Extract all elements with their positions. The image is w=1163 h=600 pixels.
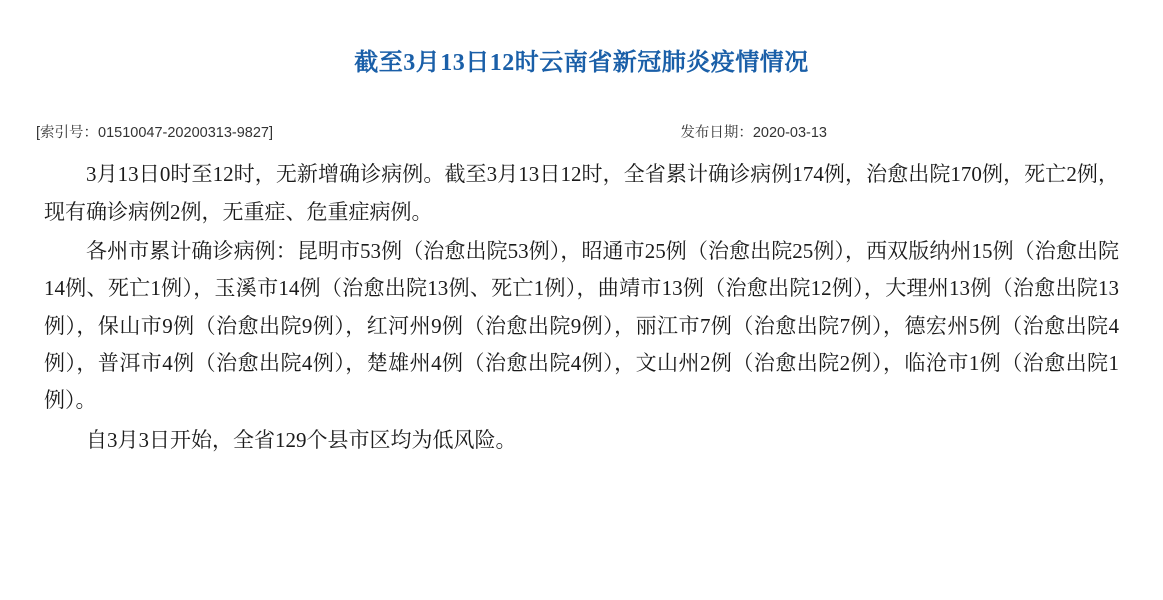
page-title: 截至3月13日12时云南省新冠肺炎疫情情况 (354, 50, 809, 77)
document-meta (0, 97, 1163, 142)
publish-date: 发布日期：2020-03-13 (680, 125, 827, 142)
document-body (0, 142, 1163, 459)
document-page (0, 16, 1163, 600)
index-number: [索引号：01510047-20200313-9827] (36, 125, 273, 142)
paragraph-risk-level: 自3月3日开始，全省129个县市区均为低风险。 (86, 427, 517, 452)
paragraph-summary: 3月13日0时至12时，无新增确诊病例。截至3月13日12时，全省累计确诊病例174例，治愈出院170例，死亡2例，现有确诊病例2例，无重症、危重症病例。 (44, 162, 1119, 224)
paragraph-city-breakdown: 各州市累计确诊病例：昆明市53例（治愈出院53例），昭通市25例（治愈出院25例），西双版纳州15例（治愈出院14例、死亡1例），玉溪市14例（治愈出院13例、死亡1例），曲靖市13例（治愈出院12例），大理州13例（治愈出院13例），保山市9例（治愈出院9例），红河州9例（治愈出院9例），丽江市7例（治愈出院7例），德宏州5例（治愈出院4例），普洱市4例（治愈出院4例），楚雄州4例（治愈出院4例），文山州2例（治愈出院2例），临沧市1例（治愈出院1例）。 (44, 238, 1119, 413)
